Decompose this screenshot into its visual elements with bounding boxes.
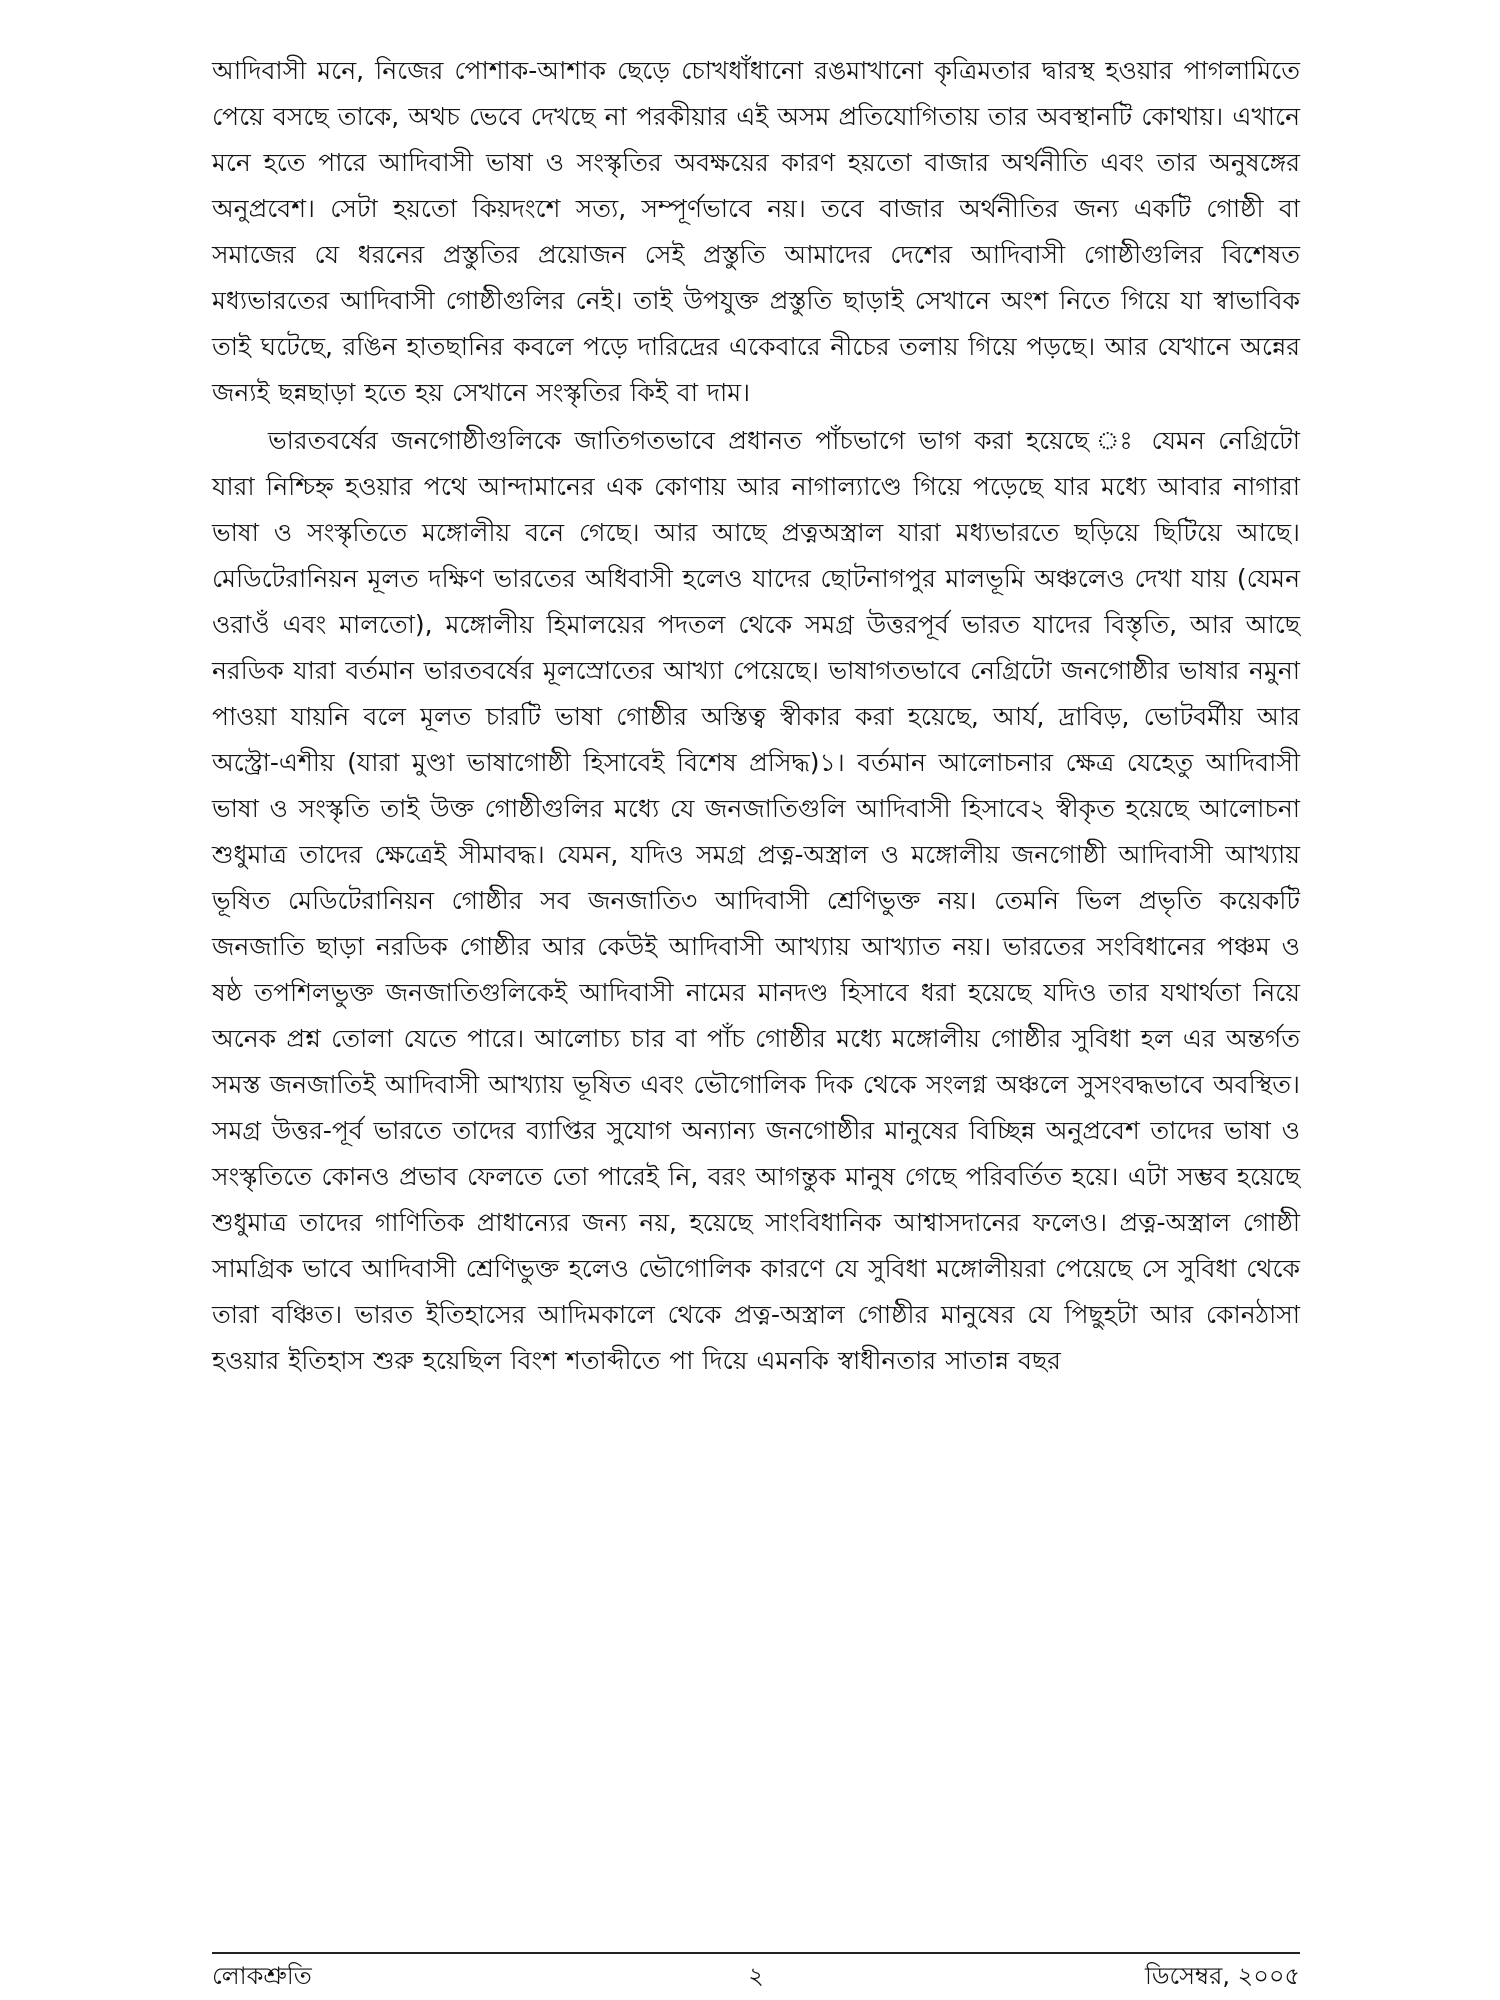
footer-divider [212,1952,1300,1954]
body-paragraph-2: ভারতবর্ষের জনগোষ্ঠীগুলিকে জাতিগতভাবে প্রধানত পাঁচভাগে ভাগ করা হয়েছে ঃ যেমন নেগ্রিটো যারা নিশ্চিহ্ন হওয়ার পথে আন্দামানের এক কোণায় আর নাগাল্যাণ্ডে গিয়ে পড়েছে যার মধ্যে আবার নাগারা ভাষা ও সংস্কৃতিতে মঙ্গোলীয় বনে গেছে। আর আছে প্রত্নঅস্ত্রাল যারা মধ্যভারতে ছড়িয়ে ছিটিয়ে আছে। মেডিটেরানিয়ন মূলত দক্ষিণ ভারতের অধিবাসী হলেও যাদের ছোটনাগপুর মালভূমি অঞ্চলেও দেখা যায় (যেমন ওরাওঁ এবং মালতো), মঙ্গোলীয় হিমালয়ের পদতল থেকে সমগ্র উত্তরপূর্ব ভারত যাদের বিস্তৃতি, আর আছে নরডিক যারা বর্তমান ভারতবর্ষের মূলস্রোতের আখ্যা পেয়েছে। ভাষাগতভাবে নেগ্রিটো জনগোষ্ঠীর ভাষার নমুনা পাওয়া যায়নি বলে মূলত চারটি ভাষা গোষ্ঠীর অস্তিত্ব স্বীকার করা হয়েছে, আর্য, দ্রাবিড়, ভোটবর্মীয় আর অস্ট্রো-এশীয় (যারা মুণ্ডা ভাষাগোষ্ঠী হিসাবেই বিশেষ প্রসিদ্ধ)১। বর্তমান আলোচনার ক্ষেত্র যেহেতু আদিবাসী ভাষা ও সংস্কৃতি তাই উক্ত গোষ্ঠীগুলির মধ্যে যে জনজাতিগুলি আদিবাসী হিসাবে২ স্বীকৃত হয়েছে আলোচনা শুধুমাত্র তাদের ক্ষেত্রেই সীমাবদ্ধ। যেমন, যদিও সমগ্র প্রত্ন-অস্ত্রাল ও মঙ্গোলীয় জনগোষ্ঠী আদিবাসী আখ্যায় ভূষিত মেডিটেরানিয়ন গোষ্ঠীর সব জনজাতি৩ আদিবাসী শ্রেণিভুক্ত নয়। তেমনি ভিল প্রভৃতি কয়েকটি জনজাতি ছাড়া নরডিক গোষ্ঠীর আর কেউই আদিবাসী আখ্যায় আখ্যাত নয়। ভারতের সংবিধানের পঞ্চম ও ষষ্ঠ তপশিলভুক্ত জনজাতিগুলিকেই আদিবাসী নামের মানদণ্ড হিসাবে ধরা হয়েছে যদিও তার যথার্থতা নিয়ে অনেক প্রশ্ন তোলা যেতে পারে। আলোচ্য চার বা পাঁচ গোষ্ঠীর মধ্যে মঙ্গোলীয় গোষ্ঠীর সুবিধা হল এর অন্তর্গত সমস্ত জনজাতিই আদিবাসী আখ্যায় ভূষিত এবং ভৌগোলিক দিক থেকে সংলগ্ন অঞ্চলে সুসংবদ্ধভাবে অবস্থিত। সমগ্র উত্তর-পূর্ব ভারতে তাদের ব্যাপ্তির সুযোগ অন্যান্য জনগোষ্ঠীর মানুষের বিচ্ছিন্ন অনুপ্রবেশ তাদের ভাষা ও সংস্কৃতিতে কোনও প্রভাব ফেলতে তো পারেই নি, বরং আগন্তুক মানুষ গেছে পরিবর্তিত হয়ে। এটা সম্ভব হয়েছে শুধুমাত্র তাদের গাণিতিক প্রাধান্যের জন্য নয়, হয়েছে সাংবিধানিক আশ্বাসদানের ফলেও। প্রত্ন-অস্ত্রাল গোষ্ঠী সামগ্রিক ভাবে আদিবাসী শ্রেণিভুক্ত হলেও ভৌগোলিক কারণে যে সুবিধা মঙ্গোলীয়রা পেয়েছে সে সুবিধা থেকে তারা বঞ্চিত। ভারত ইতিহাসের আদিমকালে থেকে প্রত্ন-অস্ত্রাল গোষ্ঠীর মানুষের যে পিছুহটা আর কোনঠাসা হওয়ার ইতিহাস শুরু হয়েছিল বিংশ শতাব্দীতে পা দিয়ে এমনকি স্বাধীনতার সাতান্ন বছর [212,426,1300,1375]
body-paragraph-1: আদিবাসী মনে, নিজের পোশাক-আশাক ছেড়ে চোখধাঁধানো রঙমাখানো কৃত্রিমতার দ্বারস্থ হওয়ার পাগলামিতে পেয়ে বসছে তাকে, অথচ ভেবে দেখছে না পরকীয়ার এই অসম প্রতিযোগিতায় তার অবস্থানটি কোথায়। এখানে মনে হতে পারে আদিবাসী ভাষা ও সংস্কৃতির অবক্ষয়ের কারণ হয়তো বাজার অর্থনীতি এবং তার অনুষঙ্গের অনুপ্রবেশ। সেটা হয়তো কিয়দংশে সত্য, সম্পূর্ণভাবে নয়। তবে বাজার অর্থনীতির জন্য একটি গোষ্ঠী বা সমাজের যে ধরনের প্রস্তুতির প্রয়োজন সেই প্রস্তুতি আমাদের দেশের আদিবাসী গোষ্ঠীগুলির বিশেষত মধ্যভারতের আদিবাসী গোষ্ঠীগুলির নেই। তাই উপযুক্ত প্রস্তুতি ছাড়াই সেখানে অংশ নিতে গিয়ে যা স্বাভাবিক তাই ঘটেছে, রঙিন হাতছানির কবলে পড়ে দারিদ্রের একেবারে নীচের তলায় গিয়ে পড়ছে। আর যেখানে অন্নের জন্যই ছন্নছাড়া হতে হয় সেখানে সংস্কৃতির কিই বা দাম। [212,56,1300,407]
page-body [212,48,1300,1948]
footer-date: ডিসেম্বর, ২০০৫ [1144,1962,1300,1990]
footer-journal-name: লোকশ্রুতি [212,1962,312,1990]
page-footer [212,1958,1300,1994]
footer-page-number: ২ [748,1962,764,1990]
